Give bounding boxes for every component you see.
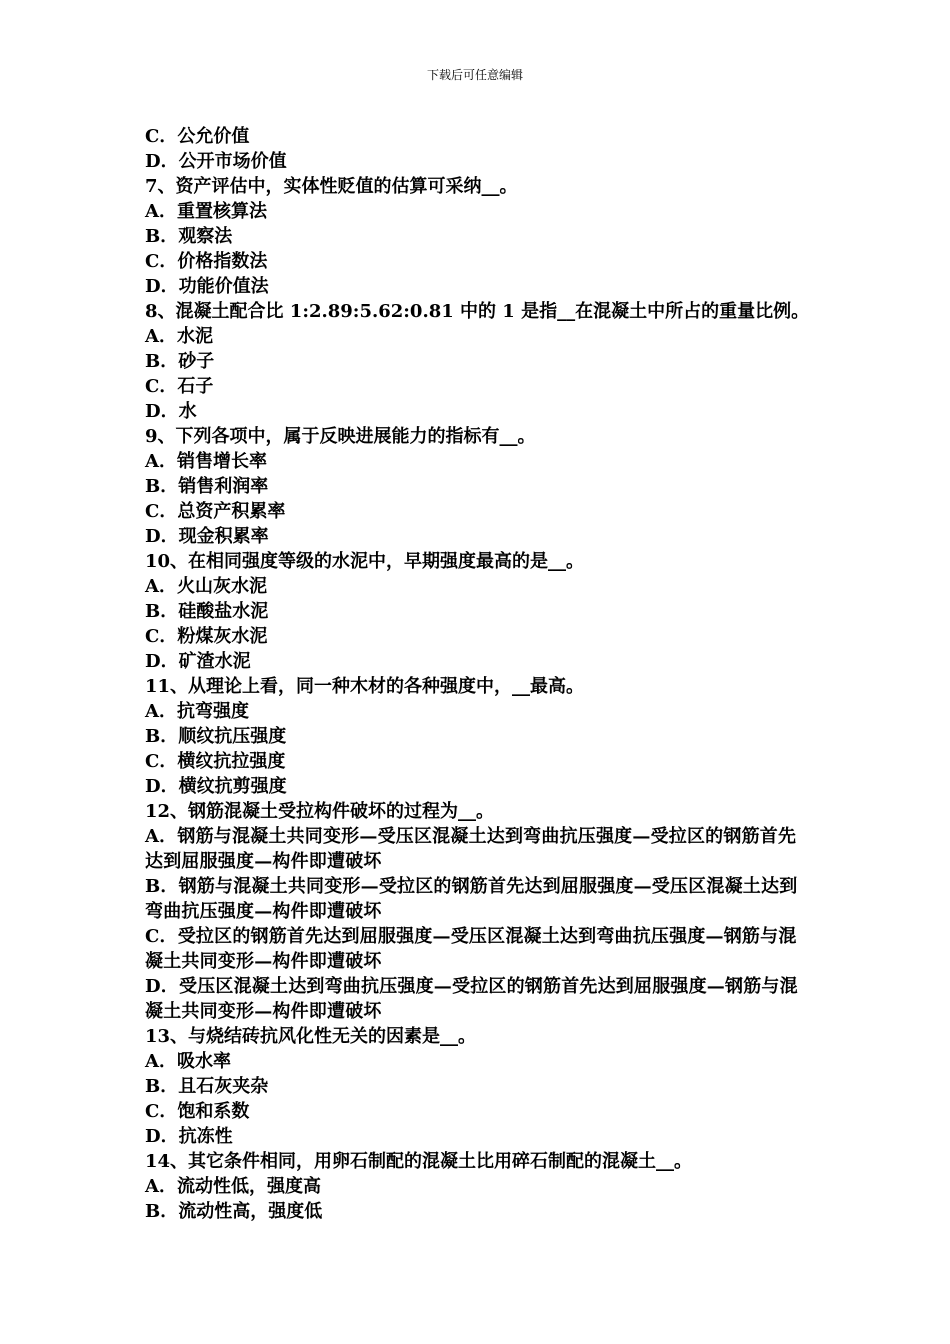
question-7-stem: 7、资产评估中，实体性贬值的估算可采纳__。 <box>145 176 518 197</box>
q8-option-b: B．砂子 <box>145 351 215 372</box>
q12-option-d: D．受压区混凝土达到弯曲抗压强度—受拉区的钢筋首先达到屈服强度—钢筋与混凝土共同变形—构件即遭破坏 <box>145 976 798 1022</box>
question-8-stem: 8、混凝土配合比 1:2.89:5.62:0.81 中的 1 是指__在混凝土中所占的重量比例。 <box>145 301 810 322</box>
q11-option-a: A．抗弯强度 <box>145 701 249 722</box>
q8-option-c: C．石子 <box>145 376 214 397</box>
q7-option-d: D．功能价值法 <box>145 276 269 297</box>
q14-option-b: B．流动性高，强度低 <box>145 1201 323 1222</box>
q10-option-a: A．火山灰水泥 <box>145 576 267 597</box>
q10-option-b: B．硅酸盐水泥 <box>145 601 269 622</box>
q7-option-b: B．观察法 <box>145 226 233 247</box>
option-d: D．公开市场价值 <box>145 151 287 172</box>
question-12-stem: 12、钢筋混凝土受拉构件破坏的过程为__。 <box>145 801 495 822</box>
q10-option-c: C．粉煤灰水泥 <box>145 626 268 647</box>
q13-option-b: B．且石灰夹杂 <box>145 1076 269 1097</box>
question-14-stem: 14、其它条件相同，用卵石制配的混凝土比用碎石制配的混凝土__。 <box>145 1151 693 1172</box>
q14-option-a: A．流动性低，强度高 <box>145 1176 321 1197</box>
q12-option-a: A．钢筋与混凝土共同变形—受压区混凝土达到弯曲抗压强度—受拉区的钢筋首先达到屈服强度—构件即遭破坏 <box>145 826 797 872</box>
question-9-stem: 9、下列各项中，属于反映进展能力的指标有__。 <box>145 426 536 447</box>
q9-option-c: C．总资产积累率 <box>145 501 286 522</box>
q11-option-b: B．顺纹抗压强度 <box>145 726 287 747</box>
header-note: 下载后可任意编辑 <box>426 68 523 82</box>
q7-option-a: A．重置核算法 <box>145 201 267 222</box>
q13-option-a: A．吸水率 <box>145 1051 231 1072</box>
q13-option-d: D．抗冻性 <box>145 1126 233 1147</box>
question-13-stem: 13、与烧结砖抗风化性无关的因素是__。 <box>145 1026 477 1047</box>
document-body <box>145 124 810 1224</box>
q11-option-c: C．横纹抗拉强度 <box>145 751 286 772</box>
q11-option-d: D．横纹抗剪强度 <box>145 776 287 797</box>
option-c: C．公允价值 <box>145 126 250 147</box>
q10-option-d: D．矿渣水泥 <box>145 651 251 672</box>
q13-option-c: C．饱和系数 <box>145 1101 250 1122</box>
question-10-stem: 10、在相同强度等级的水泥中，早期强度最高的是__。 <box>145 551 585 572</box>
question-11-stem: 11、从理论上看，同一种木材的各种强度中，__最高。 <box>145 676 585 697</box>
q9-option-b: B．销售利润率 <box>145 476 269 497</box>
q12-option-c: C．受拉区的钢筋首先达到屈服强度—受压区混凝土达到弯曲抗压强度—钢筋与混凝土共同变形—构件即遭破坏 <box>145 926 797 972</box>
q9-option-d: D．现金积累率 <box>145 526 269 547</box>
q12-option-b: B．钢筋与混凝土共同变形—受拉区的钢筋首先达到屈服强度—受压区混凝土达到弯曲抗压强度—构件即遭破坏 <box>145 876 798 922</box>
q8-option-a: A．水泥 <box>145 326 213 347</box>
q8-option-d: D．水 <box>145 401 197 422</box>
q9-option-a: A．销售增长率 <box>145 451 267 472</box>
q7-option-c: C．价格指数法 <box>145 251 268 272</box>
